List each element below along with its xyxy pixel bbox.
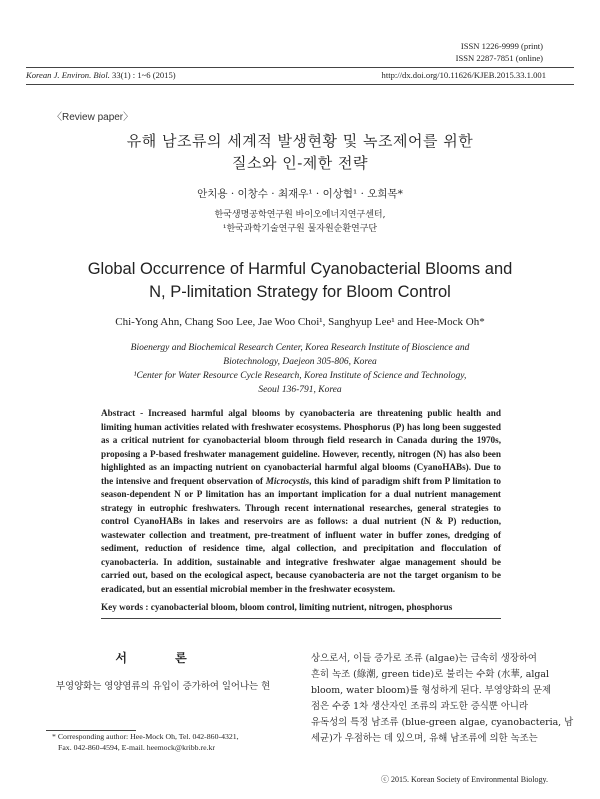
- keywords: Key words : cyanobacterial bloom, bloom control, limiting nutrient, nitrogen, phosphorus: [101, 602, 453, 612]
- english-title: [0, 258, 600, 304]
- english-title-line1: Global Occurrence of Harmful Cyanobacterial Blooms and: [87, 260, 513, 278]
- footnote-rule: [46, 730, 136, 731]
- doi-link[interactable]: http://dx.doi.org/10.11626/KJEB.2015.33.1.001: [381, 70, 546, 80]
- english-affiliations: [0, 341, 600, 397]
- intro-right-line: 상으로서, 이들 증가로 조류 (algae)는 급속히 생장하여: [311, 653, 537, 664]
- journal-volume: 33(1) : 1~6 (2015): [112, 70, 176, 80]
- issn-online: ISSN 2287-7851 (online): [455, 53, 543, 63]
- english-aff-line4: Seoul 136-791, Korea: [258, 385, 342, 395]
- footnote-line1: * Corresponding author: Hee-Mock Oh, Tel. 042-860-4321,: [52, 732, 239, 741]
- intro-right-column: [311, 651, 574, 747]
- korean-authors: 안치용 · 이창수 · 최재우¹ · 이상협¹ · 오희목*: [197, 188, 403, 200]
- header-rule-bottom: [26, 84, 574, 85]
- intro-left-column: 부영양화는 영양염류의 유입이 증가하여 일어나는 현: [56, 681, 271, 692]
- intro-right-line: 흔히 녹조 (綠潮, green tide)로 불리는 수화 (水華, algal: [311, 669, 549, 680]
- english-title-line2: N, P-limitation Strategy for Bloom Control: [149, 283, 451, 301]
- abstract-italic-term: Microcystis: [265, 475, 310, 486]
- copyright: ⓒ 2015. Korean Society of Environmental Biology.: [380, 775, 548, 784]
- english-aff-line3: ¹Center for Water Resource Cycle Research, Korea Institute of Science and Technology,: [133, 371, 467, 381]
- korean-title: [0, 130, 600, 174]
- abstract-label: Abstract: [101, 408, 136, 418]
- abstract-text-1: - Increased harmful algal blooms by cyanobacteria are threatening public health and limiting human activities related with freshwater ecosystems. Phosphorus (P) has long been suggested as a critical nutrient for cyanobacterial bloom through field research in Canada during the 1970s, proposing a P-based freshwater management guideline. However, recently, nitrogen (N) has also been highlighted as an impacting nutrient on cyanobacterial harmful algal blooms (CyanoHABs). Due to the intensive and frequent observation of: [101, 408, 501, 486]
- english-aff-line2: Biotechnology, Daejeon 305-806, Korea: [223, 357, 377, 367]
- english-authors: Chi-Yong Ahn, Chang Soo Lee, Jae Woo Choi¹, Sanghyup Lee¹ and Hee-Mock Oh*: [115, 316, 485, 328]
- keywords-rule: [101, 618, 501, 619]
- intro-right-line: 세균)가 우점하는 데 있으며, 유해 남조류에 의한 녹조는: [311, 733, 538, 744]
- abstract-text-2: , this kind of paradigm shift from P limitation to season-dependent N or P limitation has an important implication for a dual nutrient management strategy in eutrophic freshwaters. Through recent international researches, general strategies to control CyanoHABs in lakes and reservoirs are as follows: a dual nutrient (N & P) reduction, wastewater collection and treatment, pre-treatment of influent water in buffer zones, dredging of sediment, reduction of residence time, algal collection, and precipitation and flocculation of cyanobacteria. In addition, sustainable and integrative freshwater algae management should be carried out, based on the ecological aspect, because cyanobacteria are not the target organism to be eradicated, but an essential microbial member in the freshwater ecosystem.: [101, 475, 502, 594]
- intro-right-line: 점은 수중 1차 생산자인 조류의 과도한 증식뿐 아니라: [311, 701, 529, 712]
- abstract: [101, 407, 501, 596]
- header-rule-top: [26, 67, 574, 68]
- issn-print: ISSN 1226-9999 (print): [460, 41, 543, 51]
- korean-aff-line1: 한국생명공학연구원 바이오에너지연구센터,: [214, 210, 386, 220]
- article-type: 〈Review paper〉: [52, 112, 134, 123]
- journal-name: Korean J. Environ. Biol.: [26, 70, 110, 80]
- intro-heading: 서 론: [115, 651, 209, 665]
- footnote-line2: Fax. 042-860-4594, E-mail. heemock@kribb.re.kr: [58, 742, 216, 752]
- korean-aff-line2: ¹한국과학기술연구원 물자원순환연구단: [222, 224, 378, 234]
- intro-right-line: bloom, water bloom)를 형성하게 된다. 부영양화의 문제: [311, 685, 552, 696]
- intro-right-line: 유독성의 특정 남조류 (blue-green algae, cyanobacteria, 남: [311, 717, 574, 728]
- corresponding-author-footnote: [52, 732, 302, 753]
- korean-affiliations: [0, 208, 600, 236]
- korean-title-line1: 유해 남조류의 세계적 발생현황 및 녹조제어를 위한: [126, 132, 474, 150]
- journal-citation: [26, 70, 176, 80]
- korean-title-line2: 질소와 인-제한 전략: [231, 154, 369, 172]
- issn-block: [456, 40, 543, 64]
- english-aff-line1: Bioenergy and Biochemical Research Center, Korea Research Institute of Bioscience and: [130, 343, 470, 353]
